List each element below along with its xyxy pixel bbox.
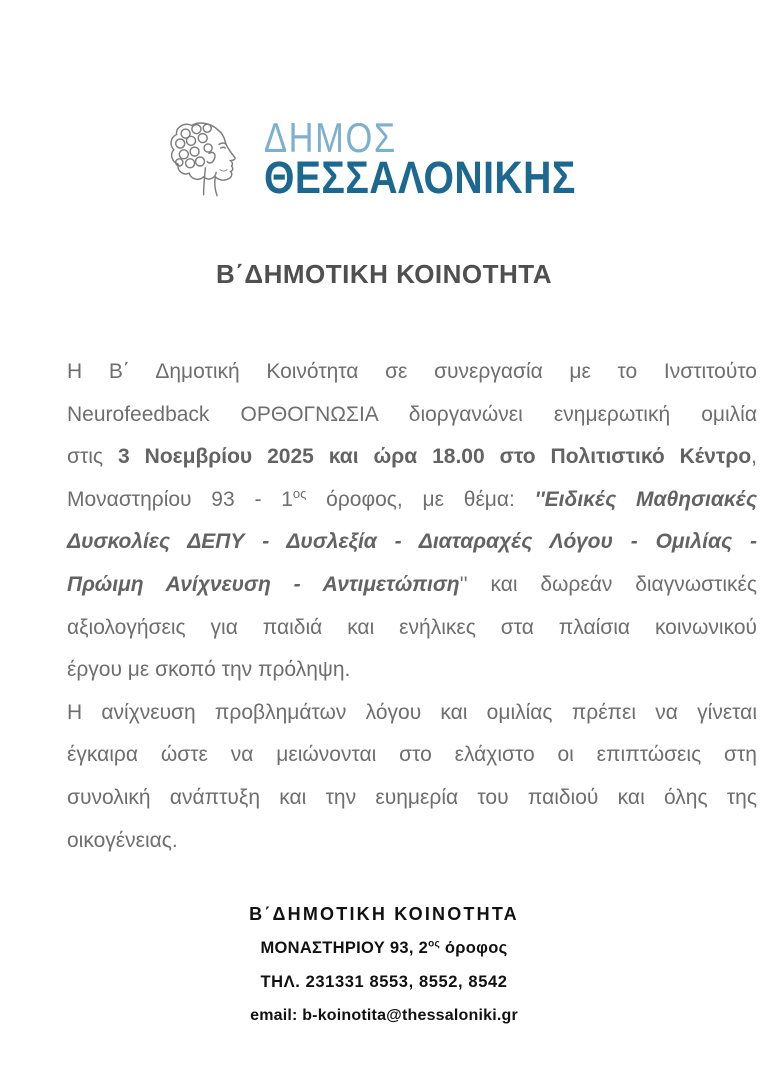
logo-line-dimos: ΔΗΜΟΣ: [264, 114, 397, 161]
body-line: αξιολογήσεις για παιδιά και ενήλικες στα πλαίσια κοινωνικού: [67, 615, 757, 639]
body-line: στις 3 Νοεμβρίου 2025 και ώρα 18.00 στο Πολιτιστικό Κέντρο,: [67, 445, 757, 469]
body-line: Η Β΄ Δημοτική Κοινότητα σε συνεργασία με το Ινστιτούτο: [67, 360, 757, 383]
body-line: οικογένειας.: [67, 828, 178, 852]
footer-address: ΜΟΝΑΣΤΗΡΙΟΥ 93, $2^{o\varsigma}$ όροφος: [260, 938, 508, 957]
footer-org-title: Β΄ΔΗΜΟΤΙΚΗ ΚΟΙΝΟΤΗΤΑ: [249, 904, 519, 924]
body-line: Δυσκολίες ΔΕΠΥ - Δυσλεξία - Διαταραχές Λόγου - Ομιλίας -: [67, 530, 757, 554]
municipality-logo: [164, 112, 622, 202]
body-line: Μοναστηρίου $93 - 1^{o\varsigma}$ όροφος, με θέμα: ''Ειδικές Μαθησιακές: [67, 485, 757, 511]
body-text: [67, 351, 757, 862]
body-line: Η ανίχνευση προβλημάτων λόγου και ομιλίας πρέπει να γίνεται: [67, 700, 757, 724]
logo-wordmark: [264, 112, 622, 203]
body-line: έργου με σκοπό την πρόληψη.: [67, 658, 351, 682]
footer-phone: ΤΗΛ. 231331 8553, 8552, 8542: [260, 973, 508, 991]
body-line: έγκαιρα ώστε να μειώνονται στο ελάχιστο οι επιπτώσεις στη: [67, 743, 757, 767]
footer-contact-block: [0, 903, 768, 1039]
page-title: Β΄ΔΗΜΟΤΙΚΗ ΚΟΙΝΟΤΗΤΑ: [215, 259, 553, 289]
alexander-head-icon: [164, 112, 254, 202]
body-line: συνολική ανάπτυξη και την ευημερία του παιδιού και όλης της: [67, 785, 757, 809]
body-line: Πρώιμη Ανίχνευση - Αντιμετώπιση'' και δωρεάν διαγνωστικές: [67, 572, 757, 596]
footer-email: email: b-koinotita@thessaloniki.gr: [250, 1007, 518, 1024]
logo-line-thessalonikis: ΘΕΣΣΑΛΟΝΙΚΗΣ: [264, 152, 576, 203]
body-line: Neurofeedback ΟΡΘΟΓΝΩΣΙΑ διοργανώνει ενημερωτική ομιλία: [67, 402, 757, 426]
